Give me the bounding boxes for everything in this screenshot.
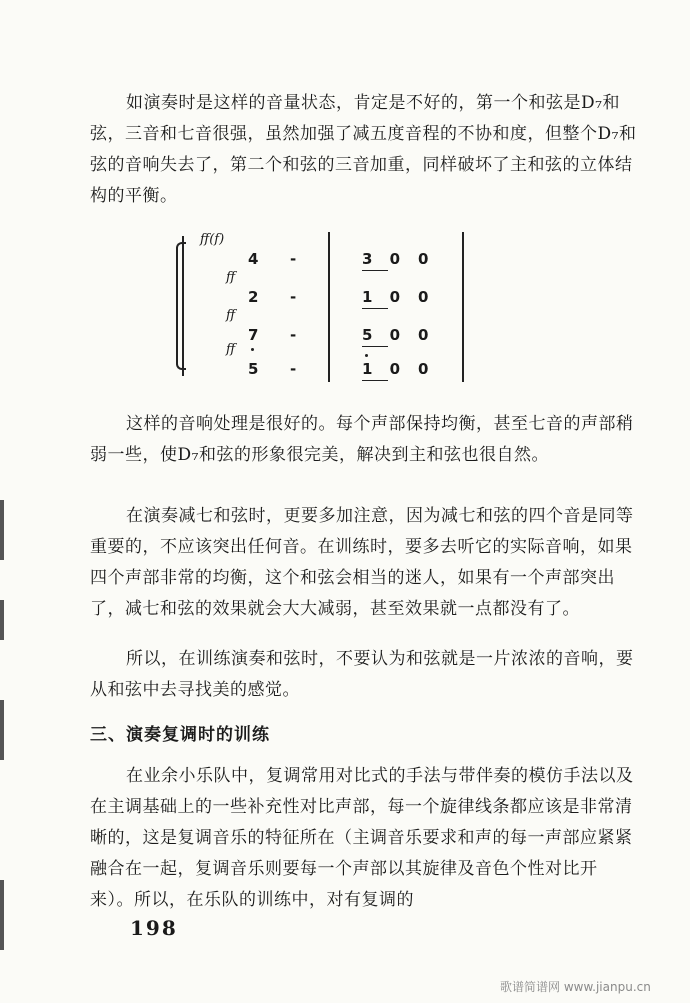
paragraph-balanced-voicing: 这样的音响处理是很好的。每个声部保持均衡，甚至七音的声部稍弱一些，使D₇和弦的形象很完美，解决到主和弦也很自然。 [90,414,634,465]
underline [362,308,388,309]
score-row [172,232,472,276]
scan-edge-mark [0,700,4,760]
paragraph-polyphony: 在业余小乐队中，复调常用对比式的手法与带伴奏的模仿手法以及在主调基础上的一些补充性对比声部，每一个旋律线条都应该是非常清晰的，这是复调音乐的特征所在（主调音乐要求和声的每一声部应紧紧融合在一起，复调音乐则要每一个声部以其旋律及音色个性对比开来）。所以，在乐队的训练中，对有复调的 [90,766,634,910]
note-group: 5 0 [362,326,407,344]
dynamic-mark: ff(f) [200,232,225,247]
note: 0 [418,288,429,306]
note-group: 3 0 [362,250,407,268]
music-notation-example [172,230,472,386]
paragraph-conclusion: 所以，在训练演奏和弦时，不要认为和弦就是一片浓浓的音响，要从和弦中去寻找美的感觉。 [90,649,634,700]
dash: - [290,360,297,378]
note: 2 [248,288,259,306]
underline [362,270,388,271]
score-row [172,270,472,314]
scan-edge-mark [0,500,4,560]
paragraph-diminished-seventh: 在演奏减七和弦时，更要多加注意，因为减七和弦的四个音是同等重要的，不应该突出任何音。在训练时，要多去听它的实际音响，如果四个声部非常的均衡，这个和弦会相当的迷人，如果有一个声部突出了，减七和弦的效果就会大大减弱，甚至效果就一点都没有了。 [90,506,634,619]
section-heading: 三、演奏复调时的训练 [90,725,270,745]
dash: - [290,250,297,268]
note: 4 [248,250,259,268]
note: 7 [248,326,259,344]
page-number: 198 [130,916,178,940]
scan-edge-mark [0,880,4,950]
dash: - [290,326,297,344]
dynamic-mark: ff [226,270,236,285]
note-group: 1 0 [362,360,407,378]
dynamic-mark: ff [226,342,236,357]
note: 0 [418,360,429,378]
octave-dot [365,354,368,357]
watermark: 歌谱简谱网 www.jianpu.cn [500,980,651,994]
scan-edge-mark [0,600,4,640]
note: 0 [418,250,429,268]
underline [362,346,388,347]
score-row [172,308,472,352]
dash: - [290,288,297,306]
note: 5 [248,360,259,378]
underline [362,380,388,381]
note-group: 1 0 [362,288,407,306]
dynamic-mark: ff [226,308,236,323]
paragraph-chord-volume: 如演奏时是这样的音量状态，肯定是不好的，第一个和弦是D₇和弦，三音和七音很强，虽然加强了减五度音程的不协和度，但整个D₇和弦的音响失去了，第二个和弦的三音加重，同样破坏了主和弦的立体结构的平衡。 [90,93,637,206]
note: 0 [418,326,429,344]
score-row [172,342,472,386]
